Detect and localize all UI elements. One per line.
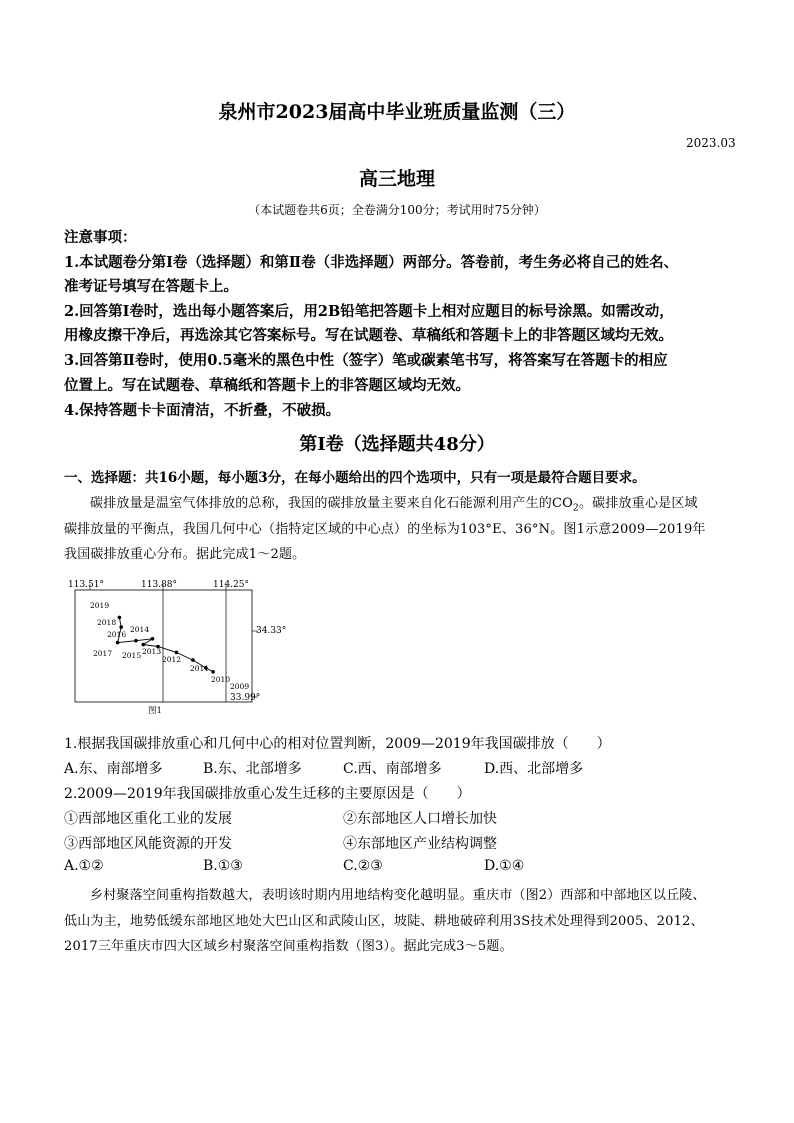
passage-line: 乡村聚落空间重构指数越大，表明该时期内用地结构变化越明显。重庆市（图2）西部和中部地区以丘陵、 [90, 888, 706, 903]
passage-line: 2017三年重庆市四大区域乡村聚落空间重构指数（图3）。据此完成3～5题。 [64, 939, 513, 954]
figure-1-chart [60, 574, 300, 720]
q1-option-d[interactable]: D.西、北部增多 [484, 761, 584, 777]
centroid-point-2017 [116, 641, 120, 645]
right-tick-label: 34.33° [256, 626, 287, 636]
q2-item: ②东部地区人口增长加快 [343, 811, 497, 827]
question-2-stem: 2.2009—2019年我国碳排放重心发生迁移的主要原因是（ ） [64, 786, 471, 802]
subject-title: 高三地理 [358, 168, 435, 190]
q2-option-d[interactable]: D.①④ [484, 858, 525, 874]
notice-heading: 注意事项： [64, 229, 137, 246]
top-tick-label: 113.88° [141, 580, 177, 590]
notice-line: 4.保持答题卡卡面清洁，不折叠，不破损。 [64, 402, 341, 419]
notice-line: 准考证号填写在答题卡上。 [64, 278, 238, 295]
year-label: 2019 [90, 601, 110, 610]
q1-option-c[interactable]: C.西、南部增多 [343, 761, 442, 777]
q2-option-a[interactable]: A.①② [64, 858, 104, 874]
passage-line: 碳排放量的平衡点，我国几何中心（指特定区域的中心点）的坐标为103°E、36°N。图1示意2009—2019年 [64, 522, 706, 537]
q1-option-a[interactable]: A.东、南部增多 [64, 761, 163, 777]
centroid-point-2014 [151, 637, 155, 641]
section-instruction: 一、选择题：共16小题，每小题3分，在每小题给出的四个选项中，只有一项是最符合题目要求。 [64, 470, 646, 486]
year-label: 2011 [190, 664, 210, 673]
centroid-point-2019 [118, 616, 122, 620]
centroid-point-2016 [134, 639, 138, 643]
notice-line: 2.回答第Ⅰ卷时，选出每小题答案后，用2B铅笔把答题卡上相对应题目的标号涂黑。如需改动， [64, 303, 674, 320]
year-label: 2013 [142, 647, 162, 656]
q1-option-b[interactable]: B.东、北部增多 [203, 761, 302, 777]
centroid-point-2011 [191, 658, 195, 662]
section-title: 第Ⅰ卷（选择题共48分） [299, 434, 495, 455]
figure-caption: 图1 [148, 706, 162, 716]
year-label: 2016 [107, 630, 127, 639]
centroid-point-2009 [211, 670, 215, 674]
passage-line: 碳排放量是温室气体排放的总称，我国的碳排放量主要来自化石能源利用产生的$CO_2$。碳排放重心是区域 [90, 496, 698, 514]
centroid-point-2015 [142, 643, 146, 647]
centroid-point-2012 [175, 651, 179, 655]
year-label: 2010 [211, 675, 231, 684]
notice-line: 用橡皮擦干净后，再选涂其它答案标号。写在试题卷、草稿纸和答题卡上的非答题区域均无效。 [64, 327, 673, 344]
q2-item: ④东部地区产业结构调整 [343, 836, 497, 852]
year-label: 2012 [162, 655, 182, 664]
year-label: 2017 [93, 649, 113, 658]
exam-info: （本试题卷共6页；全卷满分100分；考试用时75分钟） [248, 203, 546, 217]
passage-line: 我国碳排放重心分布。据此完成1～2题。 [64, 547, 306, 562]
passage-line: 低山为主，地势低缓东部地区地处大巴山区和武陵山区，坡陡、耕地破碎利用3S技术处理得到2005、2012、 [64, 914, 704, 929]
q2-option-c[interactable]: C.②③ [343, 858, 383, 874]
year-label: 2014 [130, 625, 150, 634]
q2-item: ③西部地区风能资源的开发 [64, 836, 232, 852]
top-tick-label: 114.25° [213, 580, 249, 590]
notice-line: 3.回答第Ⅱ卷时，使用0.5毫米的黑色中性（签字）笔或碳素笔书写，将答案写在答题卡的相应 [64, 352, 668, 369]
q2-item: ①西部地区重化工业的发展 [64, 811, 232, 827]
year-label: 2009 [230, 682, 250, 691]
top-tick-label: 113.51° [68, 580, 104, 590]
notice-line: 1.本试题卷分第Ⅰ卷（选择题）和第Ⅱ卷（非选择题）两部分。答卷前，考生务必将自己的姓名、 [64, 254, 679, 271]
year-label: 2018 [97, 618, 117, 627]
centroid-point-2018 [119, 625, 123, 629]
exam-date: 2023.03 [686, 136, 736, 150]
page-title: 泉州市2023届高中毕业班质量监测（三） [218, 101, 576, 123]
question-1-stem: 1.根据我国碳排放重心和几何中心的相对位置判断，2009—2019年我国碳排放（ ） [64, 736, 611, 752]
q2-option-b[interactable]: B.①③ [203, 858, 243, 874]
right-tick-label: 33.99° [230, 693, 261, 703]
notice-line: 位置上。写在试题卷、草稿纸和答题卡上的非答题区域均无效。 [64, 377, 470, 394]
year-label: 2015 [122, 651, 142, 660]
